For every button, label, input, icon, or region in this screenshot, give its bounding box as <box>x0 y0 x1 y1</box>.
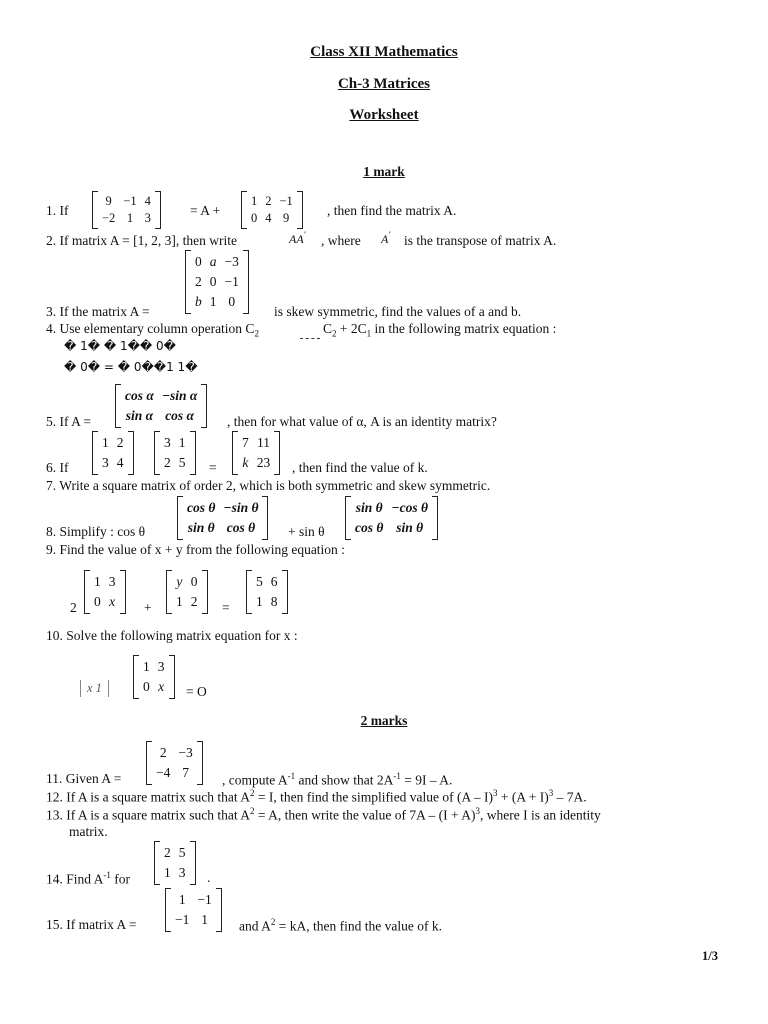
matrix-cell: cos θ <box>226 520 256 535</box>
section-one-mark: 1 mark <box>363 164 405 179</box>
matrix-cell: −3 <box>178 745 193 760</box>
matrix-cell: 3 <box>102 455 109 470</box>
matrix-cell: 1 <box>176 594 183 609</box>
matrix-cell: 1 <box>251 194 258 208</box>
matrix-cell: sin θ <box>187 520 215 535</box>
q11-prefix: 11. Given A = <box>46 771 122 786</box>
q15-suffix: and $A^2$ = kA, then find the value of k. <box>239 917 442 934</box>
q11-matrix <box>146 741 203 785</box>
matrix-cell: 11 <box>257 435 270 450</box>
matrix-cell: 2 <box>159 745 167 760</box>
q9-equals: = <box>222 600 230 615</box>
q3-suffix: is skew symmetric, find the values of a and b. <box>274 304 522 319</box>
q2-where: , where <box>321 233 361 248</box>
q4-op: $C_2 + 2C_1$ in the following matrix equation : <box>323 321 557 339</box>
matrix-cell: 1 <box>164 865 171 880</box>
matrix-cell: 1 <box>94 574 101 589</box>
q9-matrix-2 <box>166 570 208 614</box>
matrix-cell: −1 <box>175 912 190 927</box>
q15-matrix <box>165 888 222 932</box>
matrix-cell: 3 <box>108 574 116 589</box>
matrix-cell: 5 <box>256 574 263 589</box>
matrix-cell: 6 <box>270 574 278 589</box>
matrix-cell: 23 <box>256 455 271 470</box>
q1-prefix: 1. If <box>46 203 69 218</box>
section-two-marks: 2 marks <box>360 713 408 728</box>
matrix-cell: 0 <box>143 679 150 694</box>
q8-plus: + sin θ <box>288 524 325 539</box>
q2-suffix: is the transpose of matrix A. <box>404 233 557 248</box>
q5-suffix: , then for what value of α, A is an identity matrix? <box>227 414 497 429</box>
matrix-cell: 0 <box>195 254 202 269</box>
q9-scalar: 2 <box>70 600 77 615</box>
matrix-cell: 0 <box>251 211 258 225</box>
matrix-cell: cos θ <box>187 500 216 515</box>
q10-text: 10. Solve the following matrix equation for x : <box>46 628 298 643</box>
q5-prefix: 5. If A = <box>46 414 92 429</box>
matrix-cell: 4 <box>116 455 124 470</box>
q1-matrix-1 <box>92 191 161 229</box>
q5-matrix <box>115 384 207 428</box>
worksheet-title: Class XII Mathematics <box>310 44 458 60</box>
matrix-cell: 1 <box>143 659 150 674</box>
matrix-cell: 2 <box>116 435 124 450</box>
matrix-cell: sin θ <box>355 500 383 515</box>
q4-garbled-row-1: � 1� � 1�� 0� <box>64 339 176 353</box>
matrix-cell: 3 <box>164 435 171 450</box>
matrix-cell: 2 <box>164 845 171 860</box>
q7-text: 7. Write a square matrix of order 2, which is both symmetric and skew symmetric. <box>46 478 491 493</box>
q9-text: 9. Find the value of x + y from the following equation : <box>46 542 345 557</box>
q6-matrix-1 <box>92 431 134 475</box>
q8-prefix: 8. Simplify : cos θ <box>46 524 146 539</box>
q10-equals-o: = O <box>186 684 207 699</box>
q11-suffix: , compute $A^{-1}$ and show that $2A^{-1} = 9I - A$. <box>222 771 453 788</box>
page-number: 1/3 <box>702 949 718 963</box>
matrix-cell: 1 <box>256 594 263 609</box>
matrix-cell: x <box>109 594 116 609</box>
q12-text: 12. If A is a square matrix such that $A^2 = I$, then find the simplified value of $(A - I)^3 + (A + I)^3 - 7A$. <box>46 788 587 805</box>
q8-matrix-2 <box>345 496 438 540</box>
matrix-cell: 1 <box>178 435 186 450</box>
q4-garbled-row-2: � 0� = � 0��1 1� <box>64 360 198 374</box>
matrix-cell: 9 <box>283 211 290 225</box>
matrix-cell: a <box>209 254 217 269</box>
matrix-cell: cos α <box>125 388 154 403</box>
matrix-cell: −3 <box>224 254 239 269</box>
matrix-cell: −1 <box>279 194 293 208</box>
matrix-cell: 2 <box>190 594 198 609</box>
matrix-cell: 0 <box>209 274 217 289</box>
q2-transpose-symbol: A′ <box>381 230 391 246</box>
matrix-cell: 1 <box>102 435 109 450</box>
q6-suffix: , then find the value of k. <box>292 460 428 475</box>
matrix-cell: −1 <box>224 274 239 289</box>
q6-matrix-2 <box>154 431 196 475</box>
q13-continuation: matrix. <box>69 824 108 839</box>
matrix-cell: 2 <box>195 274 202 289</box>
q6-equals: = <box>209 460 217 475</box>
q6-prefix: 6. If <box>46 460 69 475</box>
q9-matrix-1 <box>84 570 126 614</box>
matrix-cell: 5 <box>178 455 186 470</box>
arrow-icon <box>300 338 320 339</box>
q2-expr: AA′ <box>289 230 306 246</box>
matrix-cell: 0 <box>228 294 236 309</box>
q1-equals: = A + <box>190 203 221 218</box>
matrix-cell: −sin θ <box>223 500 259 515</box>
q9-matrix-3 <box>246 570 288 614</box>
matrix-cell: k <box>242 455 249 470</box>
q8-matrix-1 <box>177 496 268 540</box>
matrix-cell: 7 <box>182 765 189 780</box>
matrix-cell: sin α <box>125 408 154 423</box>
matrix-cell: −2 <box>102 211 116 225</box>
matrix-cell: 3 <box>144 211 151 225</box>
q3-prefix: 3. If the matrix A = <box>46 304 150 319</box>
matrix-cell: −4 <box>156 765 171 780</box>
matrix-cell: −1 <box>197 892 212 907</box>
q10-row-vector: x 1 <box>80 680 109 697</box>
matrix-cell: −1 <box>123 194 137 208</box>
matrix-cell: sin θ <box>396 520 424 535</box>
matrix-cell: 2 <box>265 194 272 208</box>
q3-matrix <box>185 250 249 314</box>
matrix-cell: 1 <box>209 294 217 309</box>
matrix-cell: 1 <box>201 912 208 927</box>
worksheet-label: Worksheet <box>349 107 419 123</box>
q2-prefix: 2. If matrix A = [1, 2, 3], then write <box>46 233 237 248</box>
chapter-title: Ch-3 Matrices <box>337 76 431 92</box>
matrix-cell: 3 <box>178 865 186 880</box>
q4-text: 4. Use elementary column operation $C_2$ <box>46 321 259 339</box>
matrix-cell: 7 <box>242 435 249 450</box>
matrix-cell: b <box>195 294 202 309</box>
matrix-cell: 4 <box>144 194 151 208</box>
q14-period: . <box>207 870 211 885</box>
matrix-cell: 0 <box>190 574 198 589</box>
q6-matrix-3 <box>232 431 280 475</box>
matrix-cell: 1 <box>126 211 134 225</box>
matrix-cell: 9 <box>105 194 112 208</box>
matrix-cell: cos α <box>165 408 195 423</box>
q1-suffix: , then find the matrix A. <box>327 203 457 218</box>
matrix-cell: 2 <box>164 455 171 470</box>
q14-matrix <box>154 841 196 885</box>
q14-prefix: 14. Find $A^{-1}$ for <box>46 870 131 887</box>
matrix-cell: y <box>176 574 183 589</box>
q10-matrix <box>133 655 175 699</box>
q13-text: 13. If A is a square matrix such that $A^2 = A$, then write the value of $7A - (I + A)^3$, where I is an identity <box>46 806 601 823</box>
matrix-cell: cos θ <box>355 520 384 535</box>
q1-matrix-2 <box>241 191 303 229</box>
matrix-cell: 8 <box>270 594 278 609</box>
matrix-cell: 3 <box>157 659 165 674</box>
matrix-cell: 0 <box>94 594 101 609</box>
q9-plus: + <box>144 600 152 615</box>
matrix-cell: −cos θ <box>391 500 428 515</box>
matrix-cell: 5 <box>178 845 186 860</box>
q15-prefix: 15. If matrix A = <box>46 917 137 932</box>
matrix-cell: −sin α <box>161 388 198 403</box>
matrix-cell: 1 <box>178 892 186 907</box>
matrix-cell: 4 <box>265 211 272 225</box>
matrix-cell: x <box>158 679 165 694</box>
